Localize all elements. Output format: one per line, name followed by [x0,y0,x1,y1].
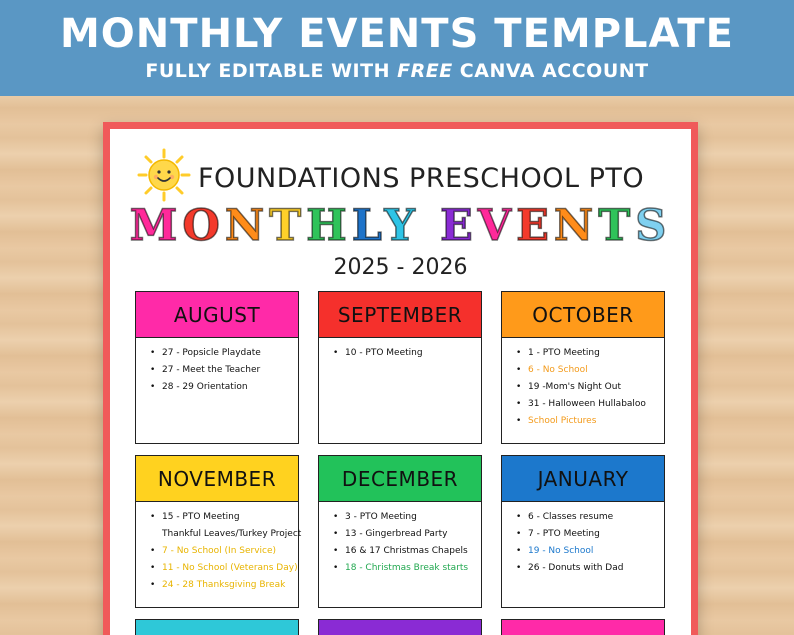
event-item: • 27 - Meet the Teacher [150,362,298,379]
event-item: • 1 - PTO Meeting [516,345,664,362]
event-list [136,502,302,594]
month-header: SEPTEMBER [319,292,481,338]
title-letter: T [269,201,307,251]
school-year: 2025 - 2026 [333,255,468,280]
title-letter: O [182,201,225,251]
event-item: • 24 - 28 Thanksgiving Break [150,577,298,594]
event-list [319,338,481,362]
event-list [502,338,664,430]
event-item: • 19 -Mom's Night Out [516,379,664,396]
month-card-october [501,291,665,444]
title-letter: S [635,201,672,251]
title-letter: Y [384,201,420,251]
month-card-september [318,291,482,444]
month-card [501,619,665,635]
title-letter: E [516,201,554,251]
month-header: OCTOBER [502,292,664,338]
event-item: • 10 - PTO Meeting [333,345,481,362]
sheet-title [110,201,691,251]
title-letter: T [598,201,636,251]
calendar-sheet [103,122,698,635]
school-name: FOUNDATIONS PRESCHOOL PTO [198,163,645,194]
event-item: • 19 - No School [516,543,664,560]
title-letter: E [439,201,478,251]
month-header [136,620,298,635]
month-header: AUGUST [136,292,298,338]
event-item: • 28 - 29 Orientation [150,379,298,396]
event-item: • 27 - Popsicle Playdate [150,345,298,362]
title-letter [420,201,440,251]
month-header [319,620,481,635]
event-item: Thankful Leaves/Turkey Project [162,529,302,539]
banner-subtitle-post: CANVA ACCOUNT [452,60,649,82]
sun-icon [136,147,192,203]
event-list [136,338,298,396]
event-item: • 6 - Classes resume [516,509,664,526]
month-header: DECEMBER [319,456,481,502]
event-item: • School Pictures [516,413,664,430]
event-item: • 7 - No School (In Service) [150,543,298,560]
month-card [318,619,482,635]
title-letter: H [306,201,352,251]
month-card-december [318,455,482,608]
event-list [502,502,664,577]
event-list [319,502,481,577]
event-item: • 18 - Christmas Break starts [333,560,481,577]
event-item: • 31 - Halloween Hullabaloo [516,396,664,413]
banner-subtitle-pre: FULLY EDITABLE WITH [145,60,398,82]
title-letter: V [477,201,517,251]
event-item: • 11 - No School (Veterans Day) [150,560,298,577]
event-item: • 26 - Donuts with Dad [516,560,664,577]
month-header [502,620,664,635]
month-card [135,619,299,635]
event-item: • 13 - Gingerbread Party [333,526,481,543]
event-item: • 16 & 17 Christmas Chapels [333,543,481,560]
title-letter: N [553,201,599,251]
event-item: • 15 - PTO Meeting [150,509,298,526]
sheet-inner [110,129,691,635]
month-card-november [135,455,302,608]
month-header: NOVEMBER [136,456,298,502]
title-letter: M [129,201,183,251]
banner-subtitle-em: FREE [397,60,453,82]
month-card-august [135,291,299,444]
event-item: • 6 - No School [516,362,664,379]
banner-title: MONTHLY EVENTS TEMPLATE [60,11,734,57]
event-item: • 3 - PTO Meeting [333,509,481,526]
title-letter: L [351,201,385,251]
event-item: • 7 - PTO Meeting [516,526,664,543]
top-banner [0,0,794,96]
title-letter: N [224,201,270,251]
month-card-january [501,455,665,608]
banner-subtitle [0,60,794,82]
month-header: JANUARY [502,456,664,502]
